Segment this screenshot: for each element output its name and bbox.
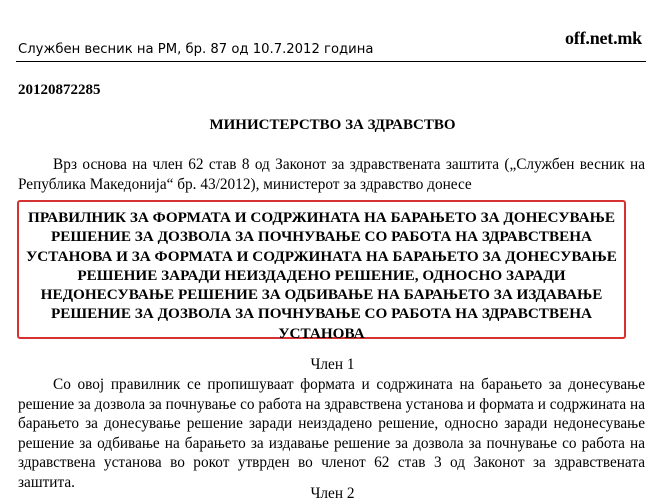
regulation-title: ПРАВИЛНИК ЗА ФОРМАТА И СОДРЖИНАТА НА БАРАЊЕТО ЗА ДОНЕСУВАЊЕ РЕШЕНИЕ ЗА ДОЗВОЛА ЗА ПОЧНУВАЊЕ СО РАБОТА НА ЗДРАВСТВЕНА УСТАНОВА И ЗА ФОРМАТА И СОДРЖИНАТА НА БАРАЊЕТО ЗА ДОНЕСУВАЊЕ РЕШЕНИЕ ЗАРАДИ НЕИЗДАДЕНО РЕШЕНИЕ, ОДНОСНО ЗАРАДИ НЕДОНЕСУВАЊЕ РЕШЕНИЕ ЗА ОДБИВАЊЕ НА БАРАЊЕТО ЗА ИЗДАВАЊЕ РЕШЕНИЕ ЗА ДОЗВОЛА ЗА ПОЧНУВАЊЕ СО РАБОТА НА ЗДРАВСТВЕНА УСТАНОВА	[26, 209, 617, 342]
document-number: 20120872285	[18, 82, 101, 98]
preamble-paragraph: Врз основа на член 62 став 8 од Законот за здравствената заштита („Службен весник на Република Македонија“ бр. 43/2012), министерот за здравство донесе	[18, 156, 645, 193]
article-1-body: Со овој правилник се пропишуваат формата и содржината на барањето за донесување решение за дозвола за почнување со работа на здравствена установа и формата и содржината на барањето за донесување решение заради неиздадено решение, односно заради недонесување решение за одбивање на барањето за издавање решение за дозвола за почнување со работа на здравствена установа во рокот утврден во членот 62 став 3 од Законот за здравствената заштита.	[18, 376, 645, 491]
gazette-header: Службен весник на РМ, бр. 87 од 10.7.2012 година	[18, 42, 374, 57]
article-1-heading: Член 1	[310, 356, 355, 373]
article-2-heading: Член 2	[310, 485, 355, 502]
header-divider	[16, 61, 646, 62]
ministry-heading: МИНИСТЕРСТВО ЗА ЗДРАВСТВО	[209, 117, 456, 133]
site-watermark-logo: off.net.mk	[565, 28, 642, 48]
